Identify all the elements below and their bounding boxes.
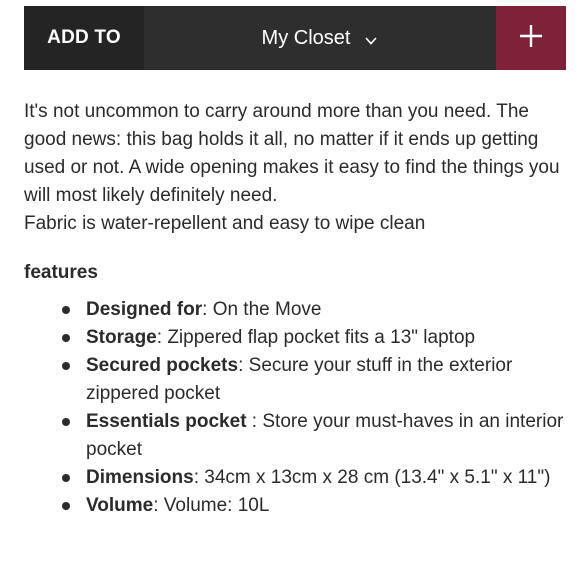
feature-label: Dimensions (86, 467, 194, 488)
features-heading: features (24, 262, 98, 283)
feature-separator: : (202, 299, 213, 320)
feature-separator: : (156, 327, 168, 348)
feature-item (86, 492, 564, 520)
description-paragraph: Fabric is water-repellent and easy to wipe clean (24, 213, 426, 234)
closet-select-value: My Closet (261, 26, 351, 49)
feature-text: On the Move (212, 299, 322, 320)
plus-icon (518, 23, 544, 54)
feature-text: Zippered flap pocket fits a 13" laptop (167, 327, 476, 348)
add-to-closet-button[interactable] (496, 6, 566, 70)
feature-text: Volume: 10L (163, 495, 270, 516)
feature-separator: : (246, 411, 263, 432)
bullet-icon (62, 334, 70, 342)
add-to-closet-bar (24, 6, 566, 70)
feature-item (86, 324, 564, 352)
features-list (24, 296, 564, 520)
product-description (24, 98, 564, 238)
feature-text: 34cm x 13cm x 28 cm (13.4" x 5.1" x 11") (204, 467, 551, 488)
feature-text: Secure your stuff in the exterior zippered pocket (86, 355, 513, 404)
feature-separator: : (193, 467, 205, 488)
feature-separator: : (238, 355, 249, 376)
feature-separator: : (153, 495, 164, 516)
feature-item (86, 464, 564, 492)
bullet-icon (62, 362, 70, 370)
bullet-icon (62, 418, 70, 426)
bullet-icon (62, 474, 70, 482)
closet-select-dropdown[interactable] (144, 6, 496, 70)
feature-text: Store your must-haves in an interior pocket (86, 411, 564, 460)
bullet-icon (62, 306, 70, 314)
feature-label: Designed for (86, 299, 203, 320)
chevron-down-icon (364, 31, 378, 45)
feature-item (86, 352, 564, 408)
feature-label: Essentials pocket (86, 411, 247, 432)
description-paragraph: It's not uncommon to carry around more than you need. The good news: this bag holds it all, no matter if it ends up getting used or not. A wide opening makes it easy to find the things you will most likely definitely need. (24, 101, 560, 206)
add-to-label: ADD TO (24, 6, 144, 70)
feature-label: Volume (86, 495, 154, 516)
feature-label: Secured pockets (86, 355, 239, 376)
feature-item (86, 408, 564, 464)
bullet-icon (62, 502, 70, 510)
feature-label: Storage (86, 327, 157, 348)
feature-item (86, 296, 564, 324)
